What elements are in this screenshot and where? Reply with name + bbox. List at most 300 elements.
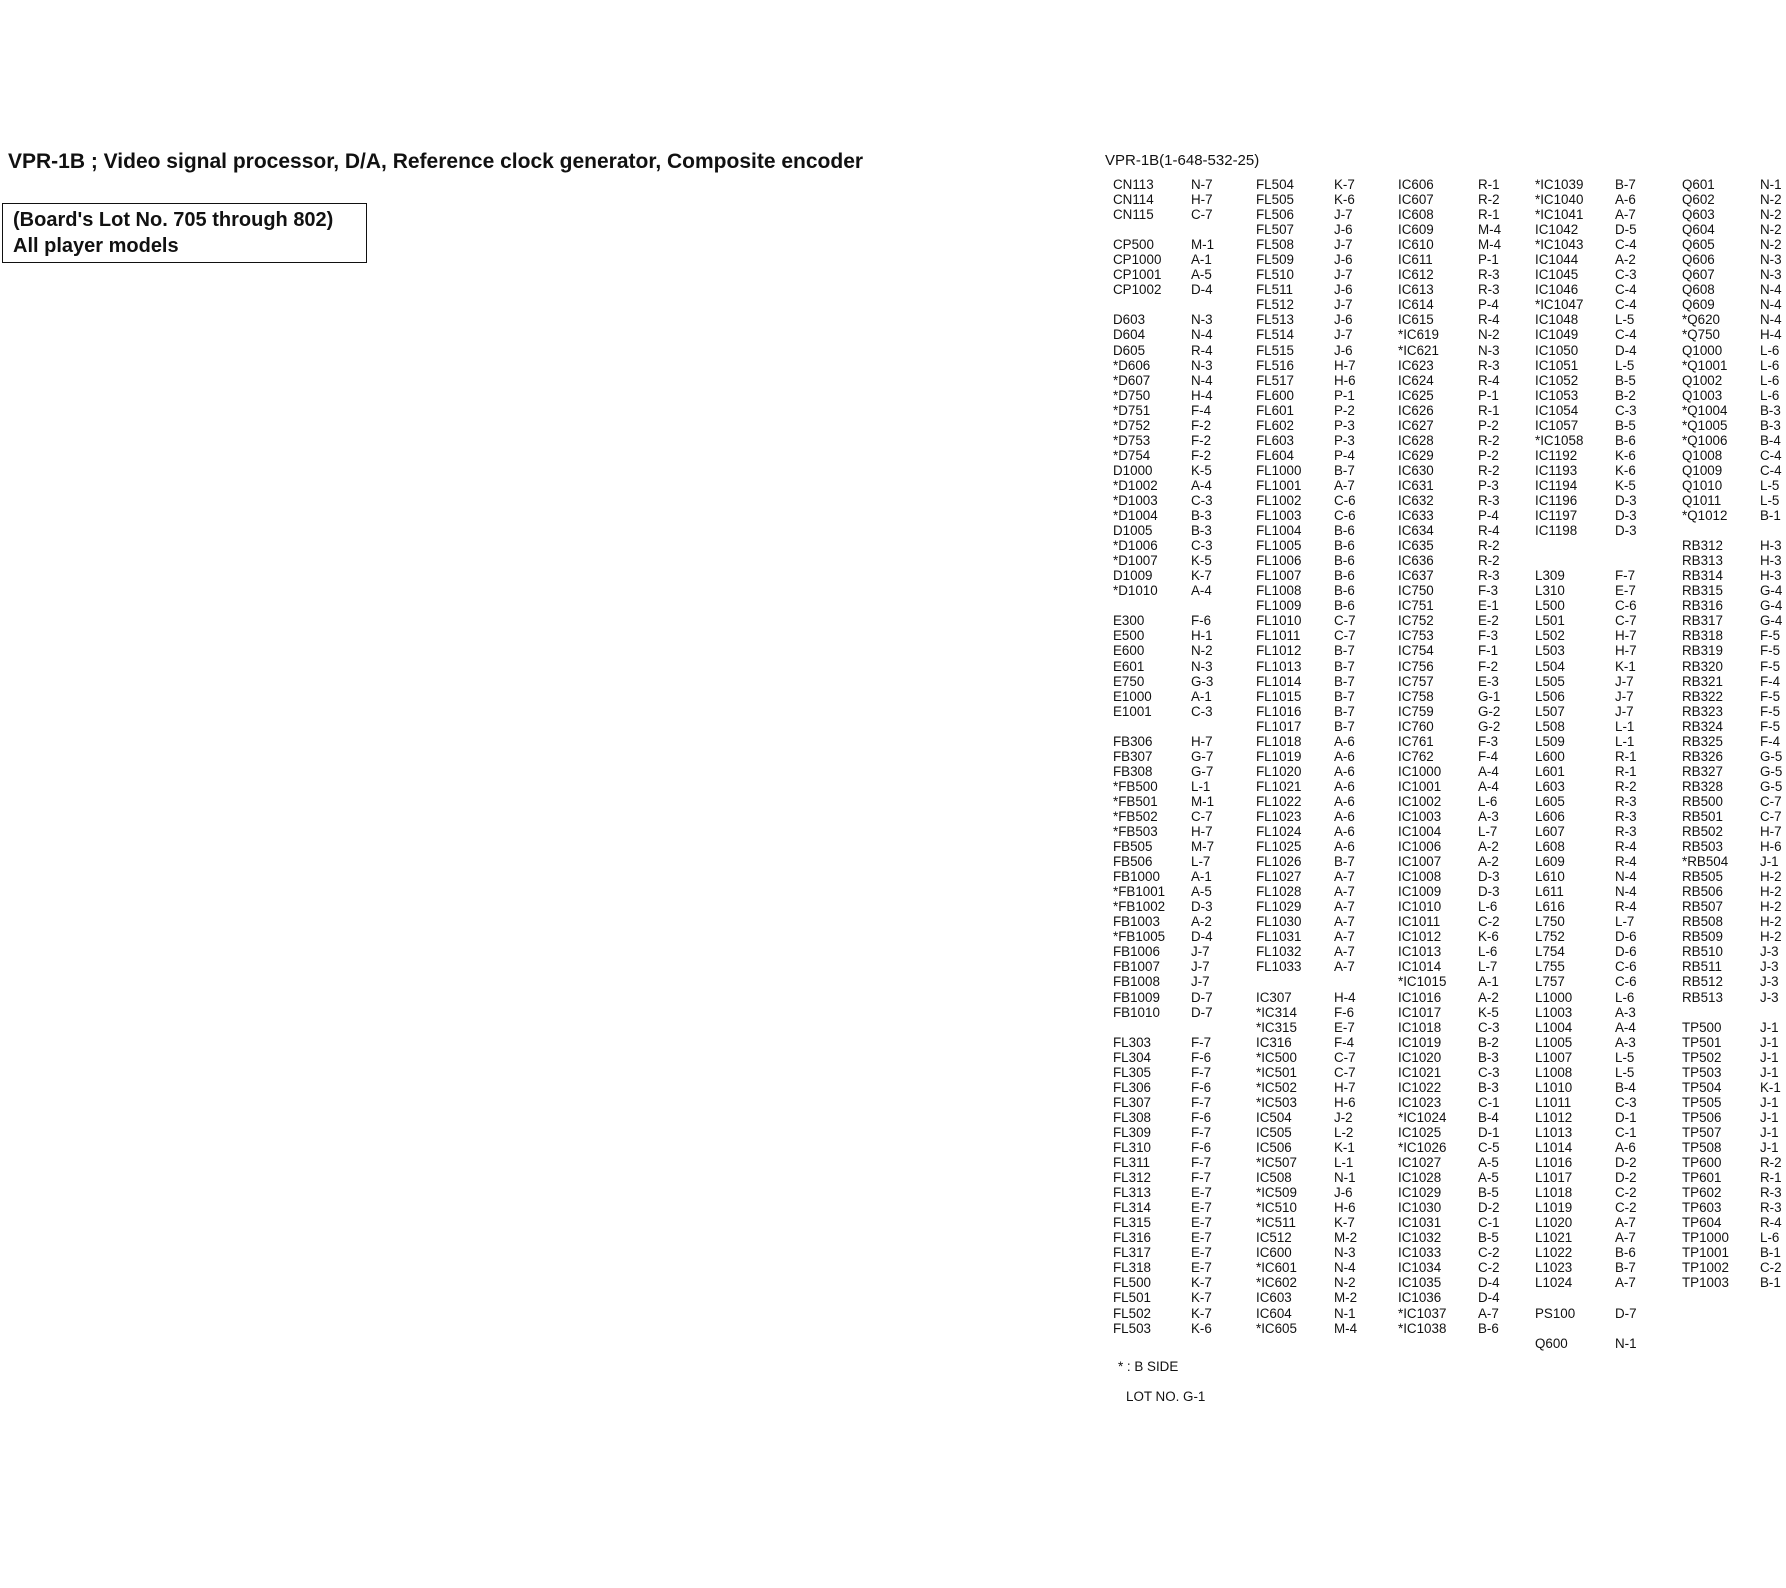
part-location: H-4 [1191, 387, 1213, 403]
part-row [1535, 824, 1665, 839]
part-ref: FB307 [1113, 748, 1153, 764]
part-ref: IC1192 [1535, 447, 1578, 463]
part-ref: L504 [1535, 658, 1565, 674]
part-row [1256, 1005, 1386, 1020]
part-location: K-5 [1191, 553, 1212, 569]
part-row [1535, 1336, 1665, 1351]
part-row [1682, 1065, 1786, 1080]
part-location: D-3 [1615, 492, 1637, 508]
part-ref: IC1034 [1398, 1260, 1442, 1276]
part-location: B-6 [1334, 583, 1355, 599]
part-ref: *D752 [1113, 417, 1151, 433]
part-location: N-3 [1334, 1245, 1356, 1261]
part-location: F-6 [1191, 1079, 1212, 1095]
part-location: R-2 [1478, 432, 1500, 448]
part-row [1535, 1140, 1665, 1155]
board-reference: VPR-1B(1-648-532-25) [1105, 152, 1260, 169]
part-row [1256, 809, 1386, 824]
part-location: C-3 [1191, 492, 1213, 508]
part-location: B-3 [1191, 508, 1212, 524]
part-ref: RB318 [1682, 628, 1723, 644]
part-location: R-4 [1478, 523, 1500, 539]
part-ref: RB506 [1682, 884, 1723, 900]
part-ref: FL315 [1113, 1215, 1151, 1231]
part-row [1535, 373, 1665, 388]
part-row [1398, 508, 1528, 523]
part-row [1256, 177, 1386, 192]
part-row [1398, 1170, 1528, 1185]
part-ref: IC628 [1398, 432, 1434, 448]
part-location: C-6 [1615, 959, 1637, 975]
part-row [1535, 643, 1665, 658]
part-ref: FL311 [1113, 1155, 1150, 1171]
part-location: E-7 [1191, 1185, 1212, 1201]
part-location: C-4 [1615, 297, 1637, 313]
part-row [1535, 207, 1665, 222]
part-row [1398, 794, 1528, 809]
part-ref: FL602 [1256, 417, 1294, 433]
part-ref: FL1000 [1256, 462, 1302, 478]
part-ref: L1022 [1535, 1245, 1573, 1261]
part-location: N-2 [1760, 192, 1782, 208]
part-ref: IC637 [1398, 568, 1434, 584]
part-location: F-7 [1191, 1034, 1212, 1050]
part-location: F-5 [1760, 703, 1781, 719]
part-location: R-3 [1478, 267, 1500, 283]
part-location: D-5 [1615, 222, 1637, 238]
part-row [1398, 1260, 1528, 1275]
part-row [1398, 267, 1528, 282]
part-ref: L501 [1535, 613, 1565, 629]
part-ref: CN114 [1113, 192, 1154, 208]
part-ref: IC750 [1398, 583, 1434, 599]
part-location: A-5 [1478, 1170, 1499, 1186]
part-ref: IC1003 [1398, 808, 1442, 824]
part-ref: IC307 [1256, 989, 1292, 1005]
part-location: L-5 [1615, 312, 1635, 328]
part-ref: FL506 [1256, 207, 1294, 223]
part-row [1682, 583, 1786, 598]
part-row [1256, 237, 1386, 252]
part-location: A-4 [1191, 477, 1212, 493]
part-row [1535, 388, 1665, 403]
part-row [1398, 583, 1528, 598]
part-location: J-7 [1191, 974, 1210, 990]
part-ref: RB510 [1682, 944, 1723, 960]
part-location: A-2 [1615, 252, 1636, 268]
part-ref: FL1002 [1256, 492, 1302, 508]
part-ref: *IC1040 [1535, 192, 1584, 208]
part-row [1256, 1155, 1386, 1170]
part-ref: IC758 [1398, 688, 1434, 704]
part-location: A-7 [1478, 1305, 1499, 1321]
part-row [1682, 869, 1786, 884]
part-ref: L606 [1535, 808, 1565, 824]
part-row [1682, 568, 1786, 583]
part-ref: IC1050 [1535, 342, 1579, 358]
part-location: R-3 [1760, 1185, 1782, 1201]
part-location: C-2 [1478, 1245, 1500, 1261]
lot-range-text: (Board's Lot No. 705 through 802) [13, 209, 334, 231]
part-row [1113, 1020, 1243, 1035]
part-row [1682, 297, 1786, 312]
part-row [1535, 809, 1665, 824]
part-row [1113, 613, 1243, 628]
part-location: C-3 [1615, 267, 1637, 283]
part-ref: IC1020 [1398, 1049, 1442, 1065]
part-row [1682, 388, 1786, 403]
part-row [1113, 508, 1243, 523]
part-ref: L1020 [1535, 1215, 1573, 1231]
part-row [1535, 297, 1665, 312]
part-row [1113, 493, 1243, 508]
part-row [1535, 448, 1665, 463]
part-row [1113, 719, 1243, 734]
part-row [1682, 854, 1786, 869]
part-row [1113, 538, 1243, 553]
part-ref: FL1022 [1256, 793, 1302, 809]
lot-number-note: LOT NO. G-1 [1126, 1389, 1206, 1404]
part-location: F-6 [1191, 1140, 1212, 1155]
part-row [1398, 192, 1528, 207]
part-ref: *IC602 [1256, 1275, 1297, 1291]
part-location: N-4 [1760, 297, 1782, 313]
part-ref: IC1048 [1535, 312, 1579, 328]
part-location: C-1 [1478, 1215, 1500, 1231]
part-row [1682, 1245, 1786, 1260]
part-row [1398, 478, 1528, 493]
part-ref: L309 [1535, 568, 1565, 584]
part-location: F-3 [1478, 583, 1499, 599]
part-row [1682, 704, 1786, 719]
part-location: D-4 [1478, 1290, 1500, 1306]
part-ref: L754 [1535, 944, 1565, 960]
part-row [1256, 734, 1386, 749]
part-ref: TP502 [1682, 1049, 1722, 1065]
part-ref: L752 [1535, 929, 1565, 945]
part-row [1682, 237, 1786, 252]
part-row [1535, 749, 1665, 764]
part-ref: FL1006 [1256, 553, 1302, 569]
part-row [1256, 899, 1386, 914]
part-location: N-3 [1191, 312, 1213, 328]
part-row [1682, 1185, 1786, 1200]
part-row [1113, 884, 1243, 899]
part-ref: IC1023 [1398, 1094, 1442, 1110]
part-location: A-7 [1615, 1275, 1636, 1291]
part-ref: L1013 [1535, 1124, 1573, 1140]
part-row [1256, 854, 1386, 869]
part-ref: FL303 [1113, 1034, 1151, 1050]
part-row [1398, 418, 1528, 433]
part-ref: FL318 [1113, 1260, 1151, 1276]
part-ref: *FB1005 [1113, 929, 1166, 945]
part-location: C-4 [1615, 237, 1637, 253]
part-ref: FB1009 [1113, 989, 1160, 1005]
part-ref: IC761 [1398, 733, 1434, 749]
part-location: G-7 [1191, 763, 1214, 779]
part-row [1535, 1245, 1665, 1260]
part-location: M-2 [1334, 1290, 1358, 1306]
part-row [1113, 358, 1243, 373]
part-ref: IC1035 [1398, 1275, 1442, 1291]
part-location: N-3 [1191, 357, 1213, 373]
part-location: A-7 [1334, 914, 1355, 930]
part-row [1256, 1290, 1386, 1305]
part-location: A-7 [1615, 1230, 1636, 1246]
part-location: J-7 [1334, 297, 1353, 313]
part-ref: IC1045 [1535, 267, 1579, 283]
part-location: R-3 [1615, 824, 1637, 840]
part-ref: *D1003 [1113, 492, 1158, 508]
part-location: K-5 [1191, 462, 1212, 478]
part-row [1256, 914, 1386, 929]
part-location: A-6 [1334, 763, 1355, 779]
part-row [1682, 1215, 1786, 1230]
part-row [1682, 884, 1786, 899]
part-ref: L1011 [1535, 1094, 1572, 1110]
part-row [1398, 854, 1528, 869]
part-row [1398, 1080, 1528, 1095]
part-ref: FL1024 [1256, 824, 1302, 840]
part-location: C-3 [1615, 402, 1637, 418]
part-ref: L610 [1535, 869, 1565, 885]
part-location: R-3 [1760, 1200, 1782, 1216]
part-ref: TP505 [1682, 1094, 1722, 1110]
part-row [1113, 433, 1243, 448]
part-row [1535, 674, 1665, 689]
part-location: C-7 [1191, 808, 1213, 824]
part-row [1256, 959, 1386, 974]
part-row [1398, 252, 1528, 267]
part-ref: CP1001 [1113, 267, 1162, 283]
part-location: P-1 [1334, 387, 1355, 403]
part-location: F-7 [1191, 1170, 1212, 1186]
part-location: L-6 [1760, 1230, 1780, 1246]
part-row [1113, 794, 1243, 809]
part-ref: IC760 [1398, 718, 1434, 734]
part-ref: IC1018 [1398, 1019, 1442, 1035]
part-location: H-7 [1334, 1079, 1356, 1095]
part-ref: L601 [1535, 763, 1565, 779]
part-ref: IC506 [1256, 1140, 1292, 1155]
part-ref: IC1032 [1398, 1230, 1442, 1246]
part-location: K-1 [1615, 658, 1636, 674]
part-row [1398, 403, 1528, 418]
part-location: N-2 [1334, 1275, 1356, 1291]
part-location: F-7 [1191, 1094, 1212, 1110]
part-ref: FB1010 [1113, 1004, 1160, 1020]
part-location: A-5 [1478, 1155, 1499, 1171]
part-ref: RB327 [1682, 763, 1723, 779]
part-ref: FL511 [1256, 282, 1293, 298]
part-ref: TP500 [1682, 1019, 1722, 1035]
part-location: L-5 [1615, 1064, 1635, 1080]
part-ref: IC508 [1256, 1170, 1292, 1186]
part-row [1535, 628, 1665, 643]
part-ref: L1004 [1535, 1019, 1573, 1035]
part-location: D-4 [1191, 929, 1213, 945]
part-ref: TP600 [1682, 1155, 1722, 1171]
part-row [1113, 478, 1243, 493]
part-ref: IC613 [1398, 282, 1434, 298]
part-row [1256, 222, 1386, 237]
part-ref: RB312 [1682, 538, 1723, 554]
part-location: E-7 [1191, 1260, 1212, 1276]
part-row [1535, 523, 1665, 538]
part-location: N-4 [1191, 372, 1213, 388]
part-row [1113, 974, 1243, 989]
part-row [1682, 1155, 1786, 1170]
part-ref: IC1030 [1398, 1200, 1442, 1216]
part-ref: L603 [1535, 778, 1565, 794]
part-row [1535, 1170, 1665, 1185]
part-row [1113, 388, 1243, 403]
part-row [1256, 1095, 1386, 1110]
part-location: K-7 [1191, 1305, 1212, 1321]
part-ref: *FB501 [1113, 793, 1158, 809]
part-row [1535, 1065, 1665, 1080]
part-ref: FL509 [1256, 252, 1294, 268]
part-location: J-7 [1615, 688, 1634, 704]
part-location: H-7 [1191, 192, 1213, 208]
part-ref: IC751 [1398, 598, 1434, 614]
part-row [1398, 643, 1528, 658]
part-location: C-6 [1615, 974, 1637, 990]
part-ref: FL1010 [1256, 613, 1302, 629]
part-location: D-6 [1615, 929, 1637, 945]
part-location: R-3 [1478, 357, 1500, 373]
part-ref: *D750 [1113, 387, 1151, 403]
part-row [1535, 1321, 1665, 1336]
part-location: C-7 [1191, 207, 1213, 223]
part-ref: IC1042 [1535, 222, 1579, 238]
part-location: L-6 [1760, 372, 1780, 388]
part-row [1113, 659, 1243, 674]
part-row [1256, 613, 1386, 628]
part-location: H-7 [1334, 357, 1356, 373]
part-row [1682, 974, 1786, 989]
part-row [1256, 568, 1386, 583]
part-ref: TP603 [1682, 1200, 1722, 1216]
part-row [1682, 207, 1786, 222]
part-location: A-4 [1478, 778, 1499, 794]
part-row [1398, 944, 1528, 959]
part-location: A-6 [1334, 808, 1355, 824]
part-row [1682, 553, 1786, 568]
part-row [1535, 764, 1665, 779]
part-row [1256, 207, 1386, 222]
part-ref: FL1003 [1256, 508, 1302, 524]
part-ref: D603 [1113, 312, 1146, 328]
part-row [1682, 899, 1786, 914]
part-ref: FL1031 [1256, 929, 1302, 945]
part-row [1113, 1095, 1243, 1110]
part-location: C-2 [1615, 1185, 1637, 1201]
part-location: B-6 [1615, 1245, 1636, 1261]
parts-column-2 [1256, 177, 1386, 1336]
part-row [1535, 282, 1665, 297]
part-ref: Q1008 [1682, 447, 1723, 463]
part-ref: TP1003 [1682, 1275, 1729, 1291]
part-location: C-4 [1615, 282, 1637, 298]
part-location: J-1 [1760, 1140, 1779, 1155]
part-row [1113, 869, 1243, 884]
b-side-legend: * : B SIDE [1118, 1359, 1179, 1374]
part-row [1398, 899, 1528, 914]
part-location: J-6 [1334, 252, 1353, 268]
part-row [1398, 914, 1528, 929]
part-location: M-4 [1478, 237, 1502, 253]
part-location: C-7 [1334, 628, 1356, 644]
part-location: P-2 [1478, 417, 1499, 433]
part-location: A-4 [1615, 1019, 1636, 1035]
part-row [1682, 358, 1786, 373]
part-row [1682, 824, 1786, 839]
part-row [1398, 373, 1528, 388]
part-ref: IC504 [1256, 1109, 1292, 1125]
part-row [1682, 222, 1786, 237]
part-row [1398, 493, 1528, 508]
part-row [1535, 899, 1665, 914]
part-location: P-4 [1478, 508, 1499, 524]
part-ref: RB511 [1682, 959, 1722, 975]
part-row [1398, 719, 1528, 734]
part-ref: L310 [1535, 583, 1565, 599]
part-ref: L1019 [1535, 1200, 1573, 1216]
part-location: E-7 [1334, 1019, 1355, 1035]
part-location: R-2 [1478, 462, 1500, 478]
part-location: G-5 [1760, 778, 1783, 794]
part-location: A-4 [1478, 763, 1499, 779]
part-ref: FL1014 [1256, 673, 1302, 689]
part-ref: IC1004 [1398, 824, 1442, 840]
part-ref: IC1053 [1535, 387, 1579, 403]
part-row [1113, 267, 1243, 282]
part-ref: E1000 [1113, 688, 1152, 704]
part-ref: L1012 [1535, 1109, 1573, 1125]
part-row [1535, 779, 1665, 794]
part-row [1256, 1035, 1386, 1050]
part-row [1113, 448, 1243, 463]
part-row [1682, 403, 1786, 418]
part-row [1535, 358, 1665, 373]
part-location: M-1 [1191, 237, 1215, 253]
part-ref: Q1011 [1682, 492, 1722, 508]
part-location: F-4 [1760, 733, 1781, 749]
part-row [1535, 1290, 1665, 1305]
part-location: G-5 [1760, 763, 1783, 779]
part-row [1256, 689, 1386, 704]
part-location: C-1 [1615, 1124, 1637, 1140]
part-location: L-7 [1478, 959, 1498, 975]
part-row [1682, 1170, 1786, 1185]
part-row [1535, 734, 1665, 749]
part-row [1256, 598, 1386, 613]
part-location: L-2 [1334, 1124, 1354, 1140]
part-location: D-7 [1191, 989, 1213, 1005]
part-location: A-1 [1191, 688, 1212, 704]
part-ref: FL1015 [1256, 688, 1302, 704]
part-row [1398, 222, 1528, 237]
part-location: A-2 [1478, 989, 1499, 1005]
part-row [1682, 433, 1786, 448]
part-ref: FL314 [1113, 1200, 1151, 1216]
part-ref: IC627 [1398, 417, 1434, 433]
part-location: D-6 [1615, 944, 1637, 960]
part-row [1256, 628, 1386, 643]
part-ref: E300 [1113, 613, 1145, 629]
